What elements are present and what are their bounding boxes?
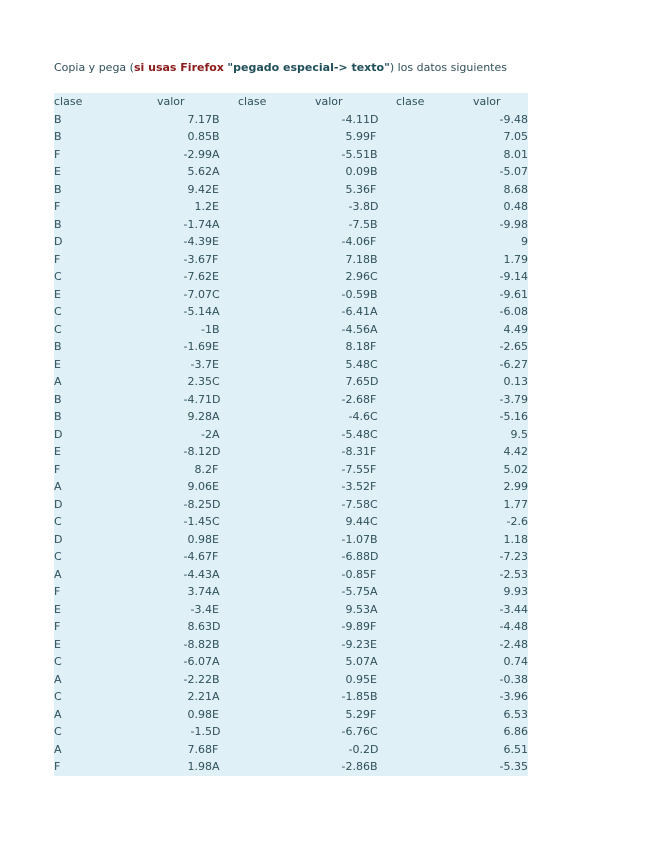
cell-valor: 1.18 <box>503 532 528 546</box>
cell-valor: 4.42 <box>503 445 528 458</box>
cell-clase: D <box>212 392 221 406</box>
cell-valor: -3.8 <box>348 200 370 213</box>
table-row <box>54 443 528 461</box>
cell-clase: C <box>54 305 62 318</box>
table-row <box>54 216 528 234</box>
instructions-paste-special-emphasis: "pegado especial-> texto" <box>227 61 390 74</box>
cell-valor: 0.13 <box>503 375 528 388</box>
cell-clase: C <box>370 357 378 371</box>
cell-valor: -4.6 <box>348 410 370 423</box>
cell-valor: -6.07 <box>183 655 212 668</box>
cell-clase: D <box>370 200 379 213</box>
table-row <box>54 513 528 531</box>
cell-clase: F <box>370 182 377 196</box>
cell-valor: 9.42 <box>187 182 212 196</box>
cell-clase: A <box>54 567 62 581</box>
cell-clase: B <box>370 287 378 301</box>
cell-clase: B <box>54 410 62 423</box>
cell-clase: F <box>54 620 61 633</box>
cell-clase: A <box>212 655 220 668</box>
cell-valor: 2.35 <box>187 375 212 388</box>
cell-valor: -3.44 <box>499 602 528 616</box>
cell-clase: A <box>370 655 378 668</box>
table-row <box>54 566 528 584</box>
cell-clase: C <box>370 515 378 528</box>
cell-valor: 8.2 <box>194 462 212 476</box>
table-row <box>54 741 528 759</box>
cell-valor: 5.07 <box>345 655 370 668</box>
cell-clase: C <box>370 410 378 423</box>
cell-valor: -2.6 <box>506 515 528 528</box>
cell-valor: 6.53 <box>503 707 528 721</box>
cell-clase: E <box>212 707 219 721</box>
cell-valor: -4.11 <box>341 112 370 126</box>
table-row <box>54 391 528 409</box>
cell-clase: D <box>54 532 63 546</box>
cell-clase: E <box>212 532 219 546</box>
cell-valor: -7.62 <box>183 270 212 283</box>
cell-clase: D <box>54 427 63 441</box>
table-row <box>54 111 528 129</box>
cell-clase: F <box>212 252 219 266</box>
cell-clase: F <box>370 130 377 143</box>
table-row <box>54 531 528 549</box>
cell-valor: -1.69 <box>183 340 212 353</box>
cell-valor: 5.48 <box>345 357 370 371</box>
cell-valor: -2.86 <box>341 760 370 773</box>
cell-clase: E <box>54 602 61 616</box>
cell-clase: B <box>370 690 378 703</box>
cell-valor: 7.68 <box>187 742 212 756</box>
cell-clase: B <box>370 252 378 266</box>
cell-valor: 0.98 <box>187 532 212 546</box>
column-header-valor: valor <box>157 95 185 108</box>
cell-clase: A <box>212 305 220 318</box>
cell-clase: D <box>212 725 221 738</box>
cell-valor: -1.07 <box>341 532 370 546</box>
cell-valor: -2.53 <box>499 567 528 581</box>
cell-valor: 7.05 <box>503 130 528 143</box>
table-row <box>54 583 528 601</box>
cell-clase: A <box>212 760 220 773</box>
cell-clase: A <box>212 410 220 423</box>
cell-valor: -9.61 <box>499 287 528 301</box>
cell-valor: -6.41 <box>341 305 370 318</box>
table-row <box>54 653 528 671</box>
column-header-clase: clase <box>396 95 425 108</box>
cell-valor: -7.5 <box>348 217 370 231</box>
table-row <box>54 426 528 444</box>
cell-valor: -1.85 <box>341 690 370 703</box>
cell-clase: C <box>370 497 378 511</box>
cell-clase: E <box>212 602 219 616</box>
cell-valor: 0.09 <box>345 165 370 178</box>
cell-valor: -2 <box>201 427 212 441</box>
cell-clase: B <box>54 217 62 231</box>
cell-valor: -4.48 <box>499 620 528 633</box>
cell-valor: -2.48 <box>499 637 528 651</box>
cell-valor: 9.93 <box>503 585 528 598</box>
cell-clase: B <box>370 760 378 773</box>
cell-valor: 5.62 <box>187 165 212 178</box>
cell-valor: -6.08 <box>499 305 528 318</box>
cell-clase: F <box>54 462 61 476</box>
instructions-text <box>54 60 527 76</box>
cell-clase: B <box>54 182 62 196</box>
cell-valor: -2.99 <box>183 147 212 161</box>
table-body <box>54 111 528 776</box>
cell-clase: A <box>212 217 220 231</box>
cell-valor: -4.39 <box>183 235 212 248</box>
column-header-valor: valor <box>473 95 501 108</box>
cell-clase: D <box>54 235 63 248</box>
cell-clase: D <box>370 375 379 388</box>
cell-clase: D <box>54 497 63 511</box>
cell-clase: F <box>54 252 61 266</box>
cell-clase: F <box>212 742 219 756</box>
cell-valor: -8.12 <box>183 445 212 458</box>
cell-valor: -4.56 <box>341 322 370 336</box>
cell-valor: 0.74 <box>503 655 528 668</box>
table-row <box>54 233 528 251</box>
cell-valor: -1.45 <box>183 515 212 528</box>
cell-clase: A <box>212 165 220 178</box>
cell-clase: C <box>370 270 378 283</box>
table-row <box>54 146 528 164</box>
cell-valor: 9.28 <box>187 410 212 423</box>
table-row <box>54 618 528 636</box>
table-row <box>54 163 528 181</box>
cell-clase: F <box>370 340 377 353</box>
cell-valor: -9.98 <box>499 217 528 231</box>
cell-clase: C <box>54 322 62 336</box>
cell-valor: -6.76 <box>341 725 370 738</box>
cell-clase: D <box>212 445 221 458</box>
cell-valor: -6.27 <box>499 357 528 371</box>
table-row <box>54 601 528 619</box>
cell-valor: -5.51 <box>341 147 370 161</box>
cell-valor: 6.86 <box>503 725 528 738</box>
cell-clase: A <box>370 585 378 598</box>
cell-clase: A <box>212 147 220 161</box>
cell-clase: A <box>54 707 62 721</box>
cell-clase: F <box>370 480 377 493</box>
cell-clase: E <box>54 637 61 651</box>
cell-valor: -7.07 <box>183 287 212 301</box>
cell-clase: C <box>212 375 220 388</box>
cell-valor: -4.43 <box>183 567 212 581</box>
cell-valor: -4.06 <box>341 235 370 248</box>
table-row <box>54 128 528 146</box>
cell-clase: B <box>54 130 62 143</box>
cell-valor: -5.07 <box>499 165 528 178</box>
cell-clase: C <box>54 655 62 668</box>
table-row <box>54 758 528 776</box>
cell-clase: D <box>212 620 221 633</box>
cell-valor: 9.44 <box>345 515 370 528</box>
table-header <box>54 93 528 111</box>
cell-clase: E <box>370 672 377 686</box>
cell-clase: F <box>370 392 377 406</box>
cell-valor: -0.38 <box>499 672 528 686</box>
cell-valor: -7.58 <box>341 497 370 511</box>
table-row <box>54 251 528 269</box>
cell-clase: F <box>370 707 377 721</box>
cell-valor: 8.01 <box>503 147 528 161</box>
cell-clase: B <box>212 672 220 686</box>
cell-clase: F <box>54 585 61 598</box>
table-row <box>54 198 528 216</box>
cell-valor: -1 <box>201 322 212 336</box>
cell-clase: A <box>212 585 220 598</box>
cell-valor: -4.67 <box>183 550 212 563</box>
cell-valor: -5.75 <box>341 585 370 598</box>
cell-clase: F <box>212 462 219 476</box>
cell-clase: A <box>54 672 62 686</box>
cell-clase: B <box>54 392 62 406</box>
cell-valor: -3.79 <box>499 392 528 406</box>
cell-valor: 5.36 <box>345 182 370 196</box>
cell-valor: -9.48 <box>499 112 528 126</box>
cell-clase: D <box>370 742 379 756</box>
cell-valor: -9.14 <box>499 270 528 283</box>
cell-clase: C <box>54 270 62 283</box>
cell-valor: 5.29 <box>345 707 370 721</box>
cell-valor: -5.16 <box>499 410 528 423</box>
table-row <box>54 321 528 339</box>
cell-clase: E <box>212 182 219 196</box>
cell-valor: 0.48 <box>503 200 528 213</box>
cell-valor: -9.89 <box>341 620 370 633</box>
header-row <box>54 93 528 111</box>
cell-valor: -3.67 <box>183 252 212 266</box>
cell-clase: B <box>54 112 62 126</box>
cell-valor: 2.96 <box>345 270 370 283</box>
cell-valor: -1.74 <box>183 217 212 231</box>
cell-clase: B <box>212 637 220 651</box>
table-row <box>54 181 528 199</box>
cell-clase: C <box>212 515 220 528</box>
cell-clase: E <box>212 357 219 371</box>
table-row <box>54 286 528 304</box>
cell-valor: 8.18 <box>345 340 370 353</box>
cell-valor: 4.49 <box>503 322 528 336</box>
cell-clase: D <box>370 112 379 126</box>
cell-valor: 5.99 <box>345 130 370 143</box>
cell-clase: A <box>54 742 62 756</box>
cell-valor: 0.95 <box>345 672 370 686</box>
cell-valor: 1.77 <box>503 497 528 511</box>
cell-clase: F <box>370 235 377 248</box>
table-row <box>54 338 528 356</box>
cell-valor: 7.65 <box>345 375 370 388</box>
cell-valor: 2.21 <box>187 690 212 703</box>
cell-valor: 0.85 <box>187 130 212 143</box>
table-row <box>54 303 528 321</box>
table-row <box>54 268 528 286</box>
cell-valor: 0.98 <box>187 707 212 721</box>
cell-clase: C <box>370 725 378 738</box>
cell-valor: 9.06 <box>187 480 212 493</box>
cell-clase: C <box>370 427 378 441</box>
column-header-clase: clase <box>54 95 83 108</box>
column-header-clase: clase <box>238 95 267 108</box>
cell-valor: -5.14 <box>183 305 212 318</box>
cell-clase: C <box>54 515 62 528</box>
cell-valor: 7.18 <box>345 252 370 266</box>
cell-clase: E <box>212 200 219 213</box>
cell-valor: 8.68 <box>503 182 528 196</box>
cell-valor: -2.65 <box>499 340 528 353</box>
cell-valor: -3.7 <box>190 357 212 371</box>
cell-clase: F <box>54 200 61 213</box>
cell-valor: -8.31 <box>341 445 370 458</box>
cell-clase: C <box>54 725 62 738</box>
table-row <box>54 548 528 566</box>
cell-clase: E <box>54 165 61 178</box>
cell-valor: 9.53 <box>345 602 370 616</box>
table-row <box>54 496 528 514</box>
cell-valor: 1.98 <box>187 760 212 773</box>
table-row <box>54 671 528 689</box>
table-row <box>54 373 528 391</box>
table-row <box>54 478 528 496</box>
cell-clase: F <box>212 550 219 563</box>
cell-valor: -3.96 <box>499 690 528 703</box>
cell-valor: -5.48 <box>341 427 370 441</box>
cell-valor: 9 <box>521 235 528 248</box>
cell-clase: A <box>212 690 220 703</box>
cell-clase: B <box>370 165 378 178</box>
cell-clase: F <box>370 445 377 458</box>
cell-clase: A <box>212 427 220 441</box>
instructions-suffix: ) los datos siguientes <box>389 61 507 74</box>
cell-valor: 5.02 <box>503 462 528 476</box>
cell-valor: -9.23 <box>341 637 370 651</box>
instructions-firefox-emphasis: si usas Firefox <box>133 61 224 74</box>
cell-clase: E <box>54 445 61 458</box>
cell-clase: A <box>54 375 62 388</box>
cell-clase: A <box>370 602 378 616</box>
cell-clase: A <box>370 322 378 336</box>
table-row <box>54 356 528 374</box>
table-row <box>54 706 528 724</box>
cell-valor: -7.23 <box>499 550 528 563</box>
cell-clase: C <box>54 550 62 563</box>
cell-valor: 8.63 <box>187 620 212 633</box>
cell-valor: -5.35 <box>499 760 528 773</box>
cell-valor: 6.51 <box>503 742 528 756</box>
cell-clase: F <box>54 147 61 161</box>
cell-clase: A <box>212 567 220 581</box>
cell-valor: 9.5 <box>510 427 528 441</box>
cell-valor: 3.74 <box>187 585 212 598</box>
cell-clase: F <box>370 462 377 476</box>
cell-valor: -8.82 <box>183 637 212 651</box>
cell-valor: -0.85 <box>341 567 370 581</box>
cell-clase: E <box>54 287 61 301</box>
cell-valor: 1.2 <box>194 200 212 213</box>
cell-clase: C <box>212 287 220 301</box>
cell-clase: B <box>370 147 378 161</box>
cell-clase: E <box>370 637 377 651</box>
cell-clase: B <box>212 130 220 143</box>
cell-valor: -6.88 <box>341 550 370 563</box>
cell-clase: B <box>370 217 378 231</box>
table-row <box>54 723 528 741</box>
cell-valor: -2.68 <box>341 392 370 406</box>
cell-valor: -3.4 <box>190 602 212 616</box>
cell-clase: E <box>54 357 61 371</box>
cell-valor: -8.25 <box>183 497 212 511</box>
cell-clase: E <box>212 270 219 283</box>
instructions-prefix: Copia y pega ( <box>54 61 134 74</box>
cell-clase: D <box>370 550 379 563</box>
cell-clase: A <box>54 480 62 493</box>
cell-valor: -4.71 <box>183 392 212 406</box>
table-row <box>54 408 528 426</box>
cell-clase: F <box>370 620 377 633</box>
table-row <box>54 636 528 654</box>
cell-clase: E <box>212 480 219 493</box>
cell-clase: B <box>370 532 378 546</box>
cell-valor: -2.22 <box>183 672 212 686</box>
cell-clase: B <box>212 322 220 336</box>
cell-clase: D <box>212 497 221 511</box>
column-header-valor: valor <box>315 95 343 108</box>
cell-clase: A <box>370 305 378 318</box>
cell-valor: 1.79 <box>503 252 528 266</box>
table-row <box>54 688 528 706</box>
cell-valor: 2.99 <box>503 480 528 493</box>
table-row <box>54 461 528 479</box>
cell-valor: -1.5 <box>190 725 212 738</box>
cell-clase: B <box>54 340 62 353</box>
cell-valor: -0.2 <box>348 742 370 756</box>
cell-valor: -7.55 <box>341 462 370 476</box>
cell-clase: F <box>54 760 61 773</box>
cell-clase: F <box>370 567 377 581</box>
cell-clase: B <box>212 112 220 126</box>
cell-valor: 7.17 <box>187 112 212 126</box>
cell-clase: E <box>212 235 219 248</box>
data-table <box>54 93 528 776</box>
cell-clase: C <box>54 690 62 703</box>
cell-clase: E <box>212 340 219 353</box>
cell-valor: -3.52 <box>341 480 370 493</box>
cell-valor: -0.59 <box>341 287 370 301</box>
